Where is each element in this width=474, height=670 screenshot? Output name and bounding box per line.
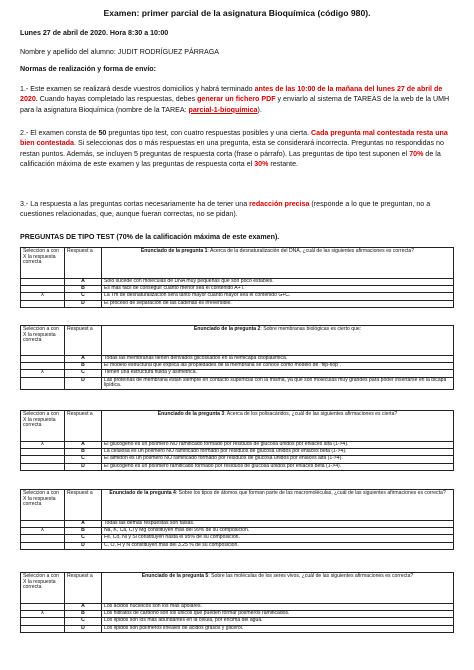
question-2-statement: Enunciado de la pregunta 2: Sobre membranas biológicas es cierto que: — [102, 326, 454, 356]
option-letter: D — [65, 542, 102, 549]
rule-3-precise: redacción precisa — [249, 200, 310, 208]
answer-checkbox[interactable] — [21, 449, 65, 456]
section-title: PREGUNTAS DE TIPO TEST (70% de la calificación máxima de este examen). — [20, 233, 280, 241]
student-name: JUDIT RODRÍGUEZ PÁRRAGA — [117, 48, 219, 56]
option-text: El almidón es un polímero NO ramificado formado por residuos de glucosa unidos por enlaces alfa (1->4). — [102, 456, 454, 463]
question-4-option-d — [21, 542, 454, 549]
option-text: Solo sucede con moléculas de DNA muy pequeñas que son poco estables. — [102, 279, 454, 286]
option-letter: A — [65, 604, 102, 611]
rule-2-text: 2.- El examen consta de — [20, 129, 99, 137]
answer-checkbox[interactable] — [21, 463, 65, 470]
option-letter: D — [65, 463, 102, 470]
option-letter: C — [65, 618, 102, 625]
question-5-statement: Enunciado de la pregunta 5: Sobre las moléculas de los seres vivos, ¿cuál de las siguientes afirmaciones es correcta? — [102, 573, 454, 604]
answer-checkbox[interactable]: X — [21, 370, 65, 377]
question-2-table — [20, 325, 454, 390]
option-text: C, O, H y N constituyen más del 3.25 % de su composición. — [102, 542, 454, 549]
question-1-option-d — [21, 300, 454, 307]
task-link[interactable]: parcial-1-bioquímica — [188, 105, 258, 114]
option-letter: D — [65, 377, 102, 389]
answer-checkbox[interactable] — [21, 625, 65, 632]
rules-heading: Normas de realización y forma de envío: — [20, 65, 157, 73]
option-letter: B — [65, 363, 102, 370]
answer-checkbox[interactable] — [21, 542, 65, 549]
answer-checkbox[interactable]: X — [21, 611, 65, 618]
option-text: Los lípidos son los más abundantes en la célula, por encima del agua. — [102, 618, 454, 625]
question-5-option-c — [21, 618, 454, 625]
rule-1-text-2: Cuando hayas completado las respuestas, debes — [37, 95, 198, 104]
question-1-table — [20, 247, 454, 308]
option-letter: C — [65, 370, 102, 377]
option-letter: C — [65, 456, 102, 463]
option-letter: C — [65, 293, 102, 300]
exam-title: Examen: primer parcial de la asignatura Bioquímica (código 980). — [103, 8, 371, 18]
option-text: Es más fácil de conseguir cuanto menor sea el contenido A+T. — [102, 286, 454, 293]
answer-checkbox[interactable]: X — [21, 442, 65, 449]
option-text: Las proteínas de membrana están siempre en contacto superficial con la misma, ya que son moléculas muy grandes para poder insertarse en la bicapa lipídica. — [102, 377, 454, 389]
answer-checkbox[interactable] — [21, 279, 65, 286]
question-2-option-b — [21, 363, 454, 370]
rule-2-text-2: preguntas tipo test, con cuatro respuestas posibles y una cierta. — [106, 129, 312, 137]
answer-checkbox[interactable]: X — [21, 528, 65, 535]
select-column-header: Seleccion a con X la respuesta correcta — [21, 326, 65, 356]
option-text: El glucógeno es un polímero NO ramificado formado por residuos de glucosa unidos por enlaces alfa (1->4). — [102, 442, 454, 449]
option-text: La Tm de desnaturalización será tanto mayor cuanto mayor sea el contenido G+C. — [102, 293, 454, 300]
rule-1-pdf: generar un fichero PDF — [197, 95, 276, 104]
rule-3 — [20, 199, 454, 220]
answer-checkbox[interactable] — [21, 535, 65, 542]
student-line — [20, 47, 454, 57]
student-label: Nombre y apellido del alumno: — [20, 48, 118, 56]
answer-checkbox[interactable] — [21, 377, 65, 389]
option-text: Todas las membranas tienen derivados glicosilados en la hemicapa citoplásmica. — [102, 356, 454, 363]
answer-checkbox[interactable] — [21, 618, 65, 625]
rule-3-text-2: (responde a lo que te preguntan, no a cuestiones relacionadas, que, aunque fueran correctas, no se pidan). — [20, 200, 431, 219]
rule-3-text: 3.- La respuesta a las preguntas cortas necesariamente ha de tener una — [20, 200, 250, 208]
select-column-header: Seleccion a con X la respuesta correcta — [21, 573, 65, 604]
answer-column-header: Respuest a — [65, 326, 102, 356]
option-letter: A — [65, 521, 102, 528]
option-letter: A — [65, 356, 102, 363]
rule-1-text-4: ). — [257, 105, 262, 114]
option-text: Fe, Co, Ni y Si constituyen hasta el 95% de su composición. — [102, 535, 454, 542]
answer-column-header: Respuest a — [65, 248, 102, 279]
option-letter: A — [65, 442, 102, 449]
question-1-option-c — [21, 293, 454, 300]
question-4-table — [20, 489, 454, 550]
question-2-option-d — [21, 377, 454, 389]
rule-2-text-5: restante. — [268, 159, 298, 168]
answer-column-header: Respuest a — [65, 490, 102, 521]
option-text: La celulosa es un polímero NO ramificado formado por residuos de glucosa unidos por enlaces beta (1->4). — [102, 449, 454, 456]
question-2-option-c — [21, 370, 454, 377]
rule-2-text-4: de la calificación máxima de este examen y las preguntas de respuesta corta el — [20, 149, 441, 168]
option-letter: B — [65, 528, 102, 535]
question-3-statement: Enunciado de la pregunta 3: Acerca de los polisacáridos, ¿cuál de las siguientes afirmaciones es cierta? — [102, 411, 454, 442]
answer-checkbox[interactable] — [21, 300, 65, 307]
option-letter: C — [65, 535, 102, 542]
rule-2-penalty: Cada pregunta mal contestada resta una bien contestada — [20, 129, 448, 148]
option-letter: D — [65, 300, 102, 307]
question-1-statement: Enunciado de la pregunta 1: Acerca de la desnaturalización del DNA, ¿cuál de las siguientes afirmaciones es correcta? — [102, 248, 454, 279]
option-letter: D — [65, 625, 102, 632]
question-3-option-d — [21, 463, 454, 470]
option-text: Todas las demás respuestas son falsas. — [102, 521, 454, 528]
option-text: El glucógeno es un polímero ramificado formado por residuos de glucosa unidos por enlaces beta (1->4). — [102, 463, 454, 470]
option-text: El modelo estructural que explica las propiedades de la membrana se conoce como modelo de "flip-flop". — [102, 363, 454, 370]
option-text: Los ácidos nucleicos son los más apolares. — [102, 604, 454, 611]
question-4-option-c — [21, 535, 454, 542]
option-text: Na, K, Ca, Cl y Mg constituyen más del 99% de su composición. — [102, 528, 454, 535]
rule-2-text-3: . Si seleccionas dos o más respuestas en una pregunta, esta se considerará incorrecta. Preguntas no respondidas no restan puntos. Además, se incluyen 5 preguntas de respuesta corta (frase o párrafo). Las preguntas de tipo test suponen el — [20, 139, 444, 158]
answer-column-header: Respuest a — [65, 411, 102, 442]
rule-2-test-weight: 70% — [409, 149, 424, 158]
question-5-option-d — [21, 625, 454, 632]
question-3-option-c — [21, 456, 454, 463]
question-4-statement: Enunciado de la pregunta 4: Sobre los tipos de átomos que forman parte de las macromoléculas, ¿cuál de las siguientes afirmaciones es correcta? — [102, 490, 454, 521]
select-column-header: Seleccion a con X la respuesta correcta — [21, 248, 65, 279]
answer-checkbox[interactable]: X — [21, 293, 65, 300]
answer-checkbox[interactable] — [21, 456, 65, 463]
option-text: Los hidratos de carbono son los únicos que pueden formar polímeros ramificados. — [102, 611, 454, 618]
rule-2-count: 50 — [98, 129, 107, 137]
option-text: Tienen una estructura fluida y asimétrica. — [102, 370, 454, 377]
rule-2-short-weight: 30% — [254, 159, 269, 168]
option-text: El proceso de separación de las cadenas es irreversible. — [102, 300, 454, 307]
rule-1 — [20, 84, 454, 115]
question-5-table — [20, 572, 454, 633]
option-letter: A — [65, 279, 102, 286]
option-text: Los lípidos son polímeros lineales de ácidos grasos y glicerol. — [102, 625, 454, 632]
rule-1-text: 1.- Este examen se realizará desde vuestros domicilios y habrá terminado — [20, 85, 255, 93]
select-column-header: Seleccion a con X la respuesta correcta — [21, 411, 65, 442]
answer-checkbox[interactable] — [21, 356, 65, 363]
rule-2 — [20, 128, 454, 169]
answer-column-header: Respuest a — [65, 573, 102, 604]
rule-1-text-3: y enviarlo al sistema de TAREAS de la web de la UMH para la asignatura Bioquímica (nombre de la TAREA: — [20, 95, 450, 114]
option-letter: B — [65, 449, 102, 456]
exam-date: Lunes 27 de abril de 2020. Hora 8:30 a 10:00 — [20, 29, 169, 37]
option-letter: B — [65, 611, 102, 618]
select-column-header: Seleccion a con X la respuesta correcta — [21, 490, 65, 521]
question-3-table — [20, 410, 454, 471]
rule-1-deadline: antes de las 10:00 de la mañana del lunes 27 de abril de 2020. — [20, 85, 443, 104]
option-letter: B — [65, 286, 102, 293]
